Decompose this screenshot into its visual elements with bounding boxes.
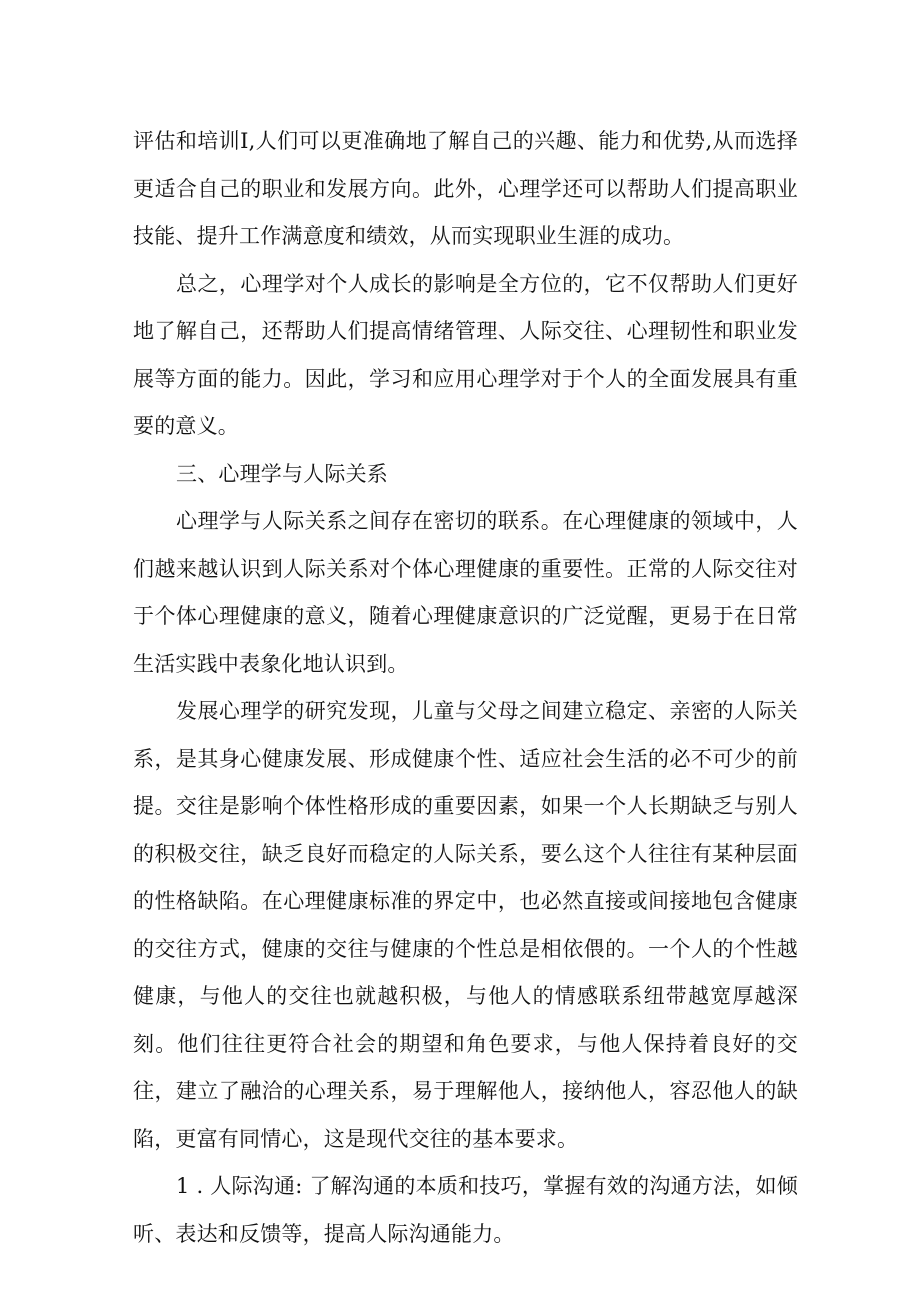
paragraph-relationship-link: 心理学与人际关系之间存在密切的联系。在心理健康的领域中，人们越来越认识到人际关系对个体心理健康的重要性。正常的人际交往对于个体心理健康的意义，随着心理健康意识的广泛觉醒，更易于在日常生活实践中表象化地认识到。 <box>133 509 798 676</box>
paragraph-developmental-psychology: 发展心理学的研究发现，儿童与父母之间建立稳定、亲密的人际关系，是其身心健康发展、形成健康个性、适应社会生活的必不可少的前提。交往是影响个体性格形成的重要因素，如果一个人长期缺乏与别人的积极交往，缺乏良好而稳定的人际关系，要么这个人往往有某种层面的性格缺陷。在心理健康标准的界定中，也必然直接或间接地包含健康的交往方式，健康的交往与健康的个性总是相依偎的。一个人的个性越健康，与他人的交往也就越积极，与他人的情感联系纽带越宽厚越深刻。他们往往更符合社会的期望和角色要求，与他人保持着良好的交往，建立了融洽的心理关系，易于理解他人，接纳他人，容忍他人的缺陷，更富有同情心，这是现代交往的基本要求。 <box>133 699 798 1151</box>
list-item-interpersonal-communication: 1 . 人际沟通: 了解沟通的本质和技巧，掌握有效的沟通方法，如倾听、表达和反馈等，提高人际沟通能力。 <box>133 1174 798 1246</box>
section-heading-psychology-relationships: 三、心理学与人际关系 <box>176 461 388 486</box>
paragraph-career-assessment: 评估和培训I,人们可以更准确地了解自己的兴趣、能力和优势,从而选择更适合自己的职业和发展方向。此外，心理学还可以帮助人们提高职业技能、提升工作满意度和绩效，从而实现职业生涯的成功。 <box>133 129 798 248</box>
body-text <box>133 118 798 1258</box>
paragraph-summary: 总之，心理学对个人成长的影响是全方位的，它不仅帮助人们更好地了解自己，还帮助人们提高情绪管理、人际交往、心理韧性和职业发展等方面的能力。因此，学习和应用心理学对于个人的全面发展具有重要的意义。 <box>133 271 798 438</box>
